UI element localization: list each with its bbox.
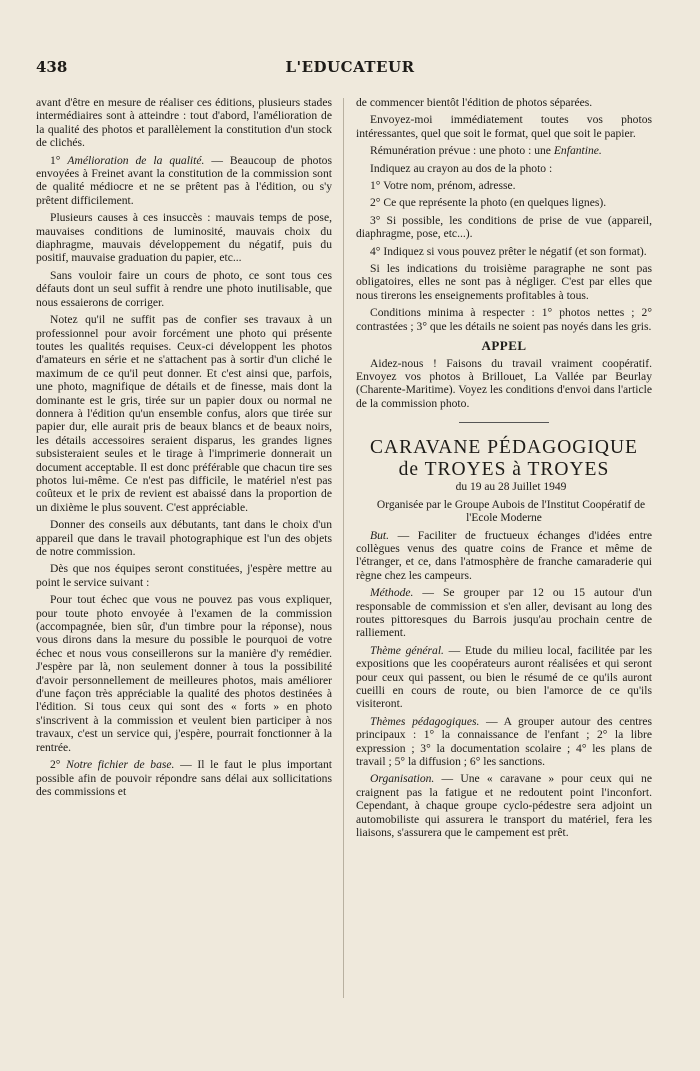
paragraph: Dès que nos équipes seront constituées, j'espère mettre au point le service suivant : (36, 562, 332, 589)
paragraph: Pour tout échec que vous ne pouvez pas vous expliquer, pour toute photo envoyée à l'examen de la commission (accompagnée, bien sûr, d'un timbre pour la réponse), nous vous dirons dans la mesure du possible le pourquoi de votre échec et nous vous conseillerons sur la manière d'y remédier. J'espère par là, non seulement donner à tous la possibilité d'avoir personnellement de meilleures photos, mais améliorer d'une façon très appréciable la qualité des photos destinées à l'édition. Si tous ceux qui sont des « forts » en photo s'inscrivent à la commission et veulent bien participer à nos travaux, c'est un service qui, j'espère, pourrait fonctionner à la rentrée. (36, 593, 332, 754)
caravane-organizer: Organisée par le Groupe Aubois de l'Institut Coopératif de l'Ecole Moderne (376, 498, 646, 524)
paragraph: Notez qu'il ne suffit pas de confier ses travaux à un professionnel pour avoir forcément une photo qui présente toutes les qualités requises. Ceux-ci développent les photos d'amateurs en série et ne s'attachent pas à sortir d'un cliché le maximum de ce qu'il peut donner. Et c'est ainsi que, parfois, une photo, magnifique de détails et de finesse, mais dont la dominante est le gris, tirée sur un papier doux ou normal ne donnera à l'édition qu'un ensemble confus, alors que tirée sur papier dur, elle aurait pris de beaux blancs et de beaux noirs, les détails accessoires seraient disparus, les grandes lignes subsisteraient seules et le tirage à l'imprimerie donnerait un document acceptable. Il est donc préférable que chacun tire ses photos lui-même. Ce n'est pas difficile, le matériel n'est pas coûteux et le prix de revient est abaissé dans la proportion de un dixième le plus souvent. C'est appréciable. (36, 313, 332, 514)
paragraph: Donner des conseils aux débutants, tant dans le choix d'un appareil que dans le travail photographique est l'un des objets de notre commission. (36, 518, 332, 558)
paragraph-theme-general (356, 644, 652, 711)
section-title: Thèmes pédagogiques. (370, 714, 480, 728)
paragraph-but (356, 529, 652, 583)
caravane-dates: du 19 au 28 Juillet 1949 (455, 481, 567, 494)
right-column (356, 96, 652, 843)
paragraph-methode (356, 586, 652, 640)
section-title: Méthode. (370, 586, 414, 600)
page-header (36, 58, 664, 82)
section-separator (459, 422, 549, 423)
appel-text: Aidez-nous ! Faisons du travail vraiment coopératif. Envoyez vos photos à Brillouet, La Vallée par Beurlay (Charente-Maritime). Voyez les conditions d'envoi dans l'article de la commission photo. (356, 356, 652, 410)
paragraph: Sans vouloir faire un cours de photo, ce sont tous ces défauts dont un seul suffit à rendre une photo inutilisable, que nous essaierons de corriger. (36, 268, 332, 309)
paragraph-organisation (356, 772, 652, 839)
section-text: — Il le faut le plus important possible afin de pouvoir répondre sans délai aux sollicitations des commissions et (36, 758, 332, 798)
page-number: 438 (36, 58, 68, 76)
list-item: 1° Votre nom, prénom, adresse. (370, 179, 516, 193)
list-item: 4° Indiquez si vous pouvez prêter le négatif (et son format). (370, 244, 647, 258)
paragraph: Plusieurs causes à ces insuccès : mauvais temps de pose, mauvaises conditions de luminosité, mauvais choix du diaphragme, mauvais développement du négatif, puis du positif, mauvaise graduation du papier, etc... (36, 211, 332, 265)
appel-title: APPEL (481, 338, 527, 354)
paragraph-themes-pedagogiques (356, 715, 652, 769)
caravane-title: CARAVANE PÉDAGOGIQUE (370, 437, 638, 459)
list-item: 3° Si possible, les conditions de prise de vue (appareil, diaphragme, pose, etc...). (356, 213, 652, 241)
section-text: — Beaucoup de photos envoyées à Freinet avant la constitution de la commission sont de qualité médiocre et ne se prêtent pas à l'édition, ou s'y prêtent difficilement. (36, 153, 332, 207)
section-text: — Une « caravane » pour ceux qui ne craignent pas la fatigue et ne redoutent point l'inconfort. Cependant, à chaque groupe cyclo-pédestre sera adjoint un automobiliste qui assurera le transport du matériel, fera les liaisons, s'assurera que le campement est prêt. (356, 772, 652, 840)
paragraph: Conditions minima à respecter : 1° photos nettes ; 2° contrastées ; 3° que les détails ne soient pas noyés dans les gris. (356, 306, 652, 333)
paragraph: Si les indications du troisième paragraphe ne sont pas obligatoires, elles ne sont pas à négliger. C'est par elles que nous tirerons les enseignements profitables à tous. (356, 262, 652, 302)
list-item: 2° Ce que représente la photo (en quelques lignes). (370, 196, 607, 210)
paragraph: Envoyez-moi immédiatement toutes vos photos intéressantes, quel que soit le format, quel que soit le papier. (356, 113, 652, 140)
section-text: — Etude du milieu local, facilitée par les expositions que les coopérateurs auront réalisées et qui seront pour ceux qui passent, ou bien le résumé de ce qu'ils auront cueilli en cours de route, ou bien l'amorce de ce qu'ils visiteront. (356, 643, 653, 711)
left-column (36, 96, 332, 802)
italic-text: Enfantine. (553, 144, 602, 158)
section-title: Organisation. (370, 772, 435, 786)
section-text: — Se grouper par 12 ou 15 autour d'un responsable de commission et s'en aller, devisant au long des routes pittoresques du Barrois jusqu'au prochain centre de ralliement. (356, 586, 652, 640)
list-number: 1° (50, 153, 68, 167)
paragraph-amelioration (36, 154, 332, 208)
section-title: Notre fichier de base. (66, 758, 175, 772)
paragraph: de commencer bientôt l'édition de photos séparées. (356, 96, 593, 109)
text: Rémunération prévue : une photo : une (370, 144, 554, 158)
section-title: Thème général. (370, 643, 444, 657)
column-divider (343, 98, 344, 998)
section-title: But. (370, 528, 389, 542)
caravane-subtitle: de TROYES à TROYES (398, 459, 610, 481)
section-text: — Faciliter de fructueux échanges d'idées entre collègues venus des quatre coins de France et même de l'étranger, et ce, dans l'atmosphère de franche camaraderie qui règne chez les campeurs. (356, 528, 652, 582)
section-text: — A grouper autour des centres principaux : 1° la connaissance de l'enfant ; 2° la libre expression ; 3° la documentation scolaire ; 4° les plans de travail ; 5° la diffusion ; 6° les sanctions. (356, 714, 652, 769)
paragraph: Indiquez au crayon au dos de la photo : (370, 161, 553, 175)
section-title: Amélioration de la qualité. (67, 153, 205, 167)
list-number: 2° (50, 758, 67, 772)
paragraph-fichier (36, 758, 332, 798)
journal-title: L'EDUCATEUR (285, 58, 415, 76)
paragraph: avant d'être en mesure de réaliser ces éditions, plusieurs stades intermédiaires sont à atteindre : tout d'abord, l'amélioration de la qualité des photos et parallèlement la constitution d'un stock de clichés. (36, 96, 332, 150)
paragraph-remuneration (356, 144, 652, 157)
